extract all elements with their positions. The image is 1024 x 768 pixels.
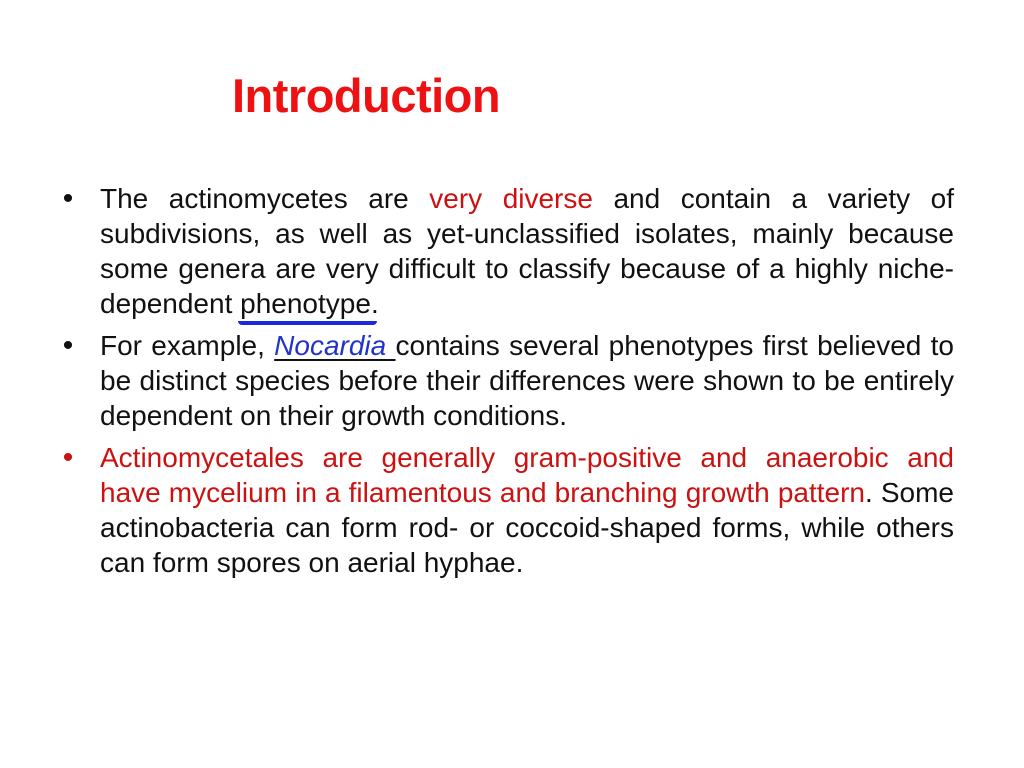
bullet-marker: • [62, 182, 74, 215]
bullet-text: . [370, 288, 379, 319]
highlighted-text: very diverse [429, 183, 593, 214]
bullet-text: . Some actinobacteria can form rod- or coccoid-shaped forms, while others can form spores on aerial hyphae. [100, 477, 954, 578]
misspelled-word[interactable] [240, 286, 371, 321]
bullet-text: The actinomycetes are [100, 183, 430, 214]
bullet-text: and contain a variety of subdivisions, as well as yet-unclassified isolates, mainly because some genera are very difficult to classify because of a highly niche-dependent [100, 183, 954, 319]
highlighted-text: Actinomycetales are generally gram-positive and anaerobic and have mycelium in a filamentous and branching growth pattern [100, 442, 954, 508]
bullet-item [58, 328, 954, 433]
spellcheck-underline [238, 313, 377, 325]
nocardia-link[interactable]: Nocardia [274, 330, 396, 361]
bullet-marker: • [62, 329, 74, 362]
bullet-item [58, 181, 954, 321]
bullet-text: contains several phenotypes first believed to be distinct species before their differences were shown to be entirely dependent on their growth conditions. [100, 330, 954, 431]
phenotype-word: phenotype [240, 288, 371, 319]
bullet-marker: • [62, 441, 74, 474]
slide-title: Introduction [232, 69, 501, 122]
bullet-text: For example, [100, 330, 275, 361]
bullet-list [58, 181, 954, 587]
bullet-item [58, 440, 954, 580]
